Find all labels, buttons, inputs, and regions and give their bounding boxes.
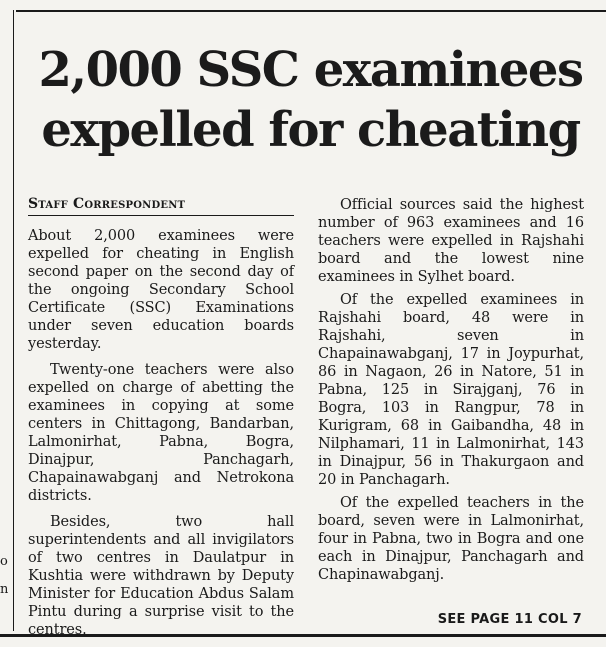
edge-text-fragment: o	[0, 554, 8, 569]
paragraph: Of the expelled examinees in Rajshahi board, 48 were in Rajshahi, seven in Chapainawabganj, 17 in Joypurhat, 86 in Nagaon, 26 in Natore, 51 in Pabna, 125 in Sirajganj, 76 in Bogra, 103 in Rangpur, 78 in Kurigram, 68 in Gaibandha, 48 in Nilphamari, 11 in Lalmonirhat, 143 in Dinajpur, 56 in Thakurgaon and 20 in Panchagarh.	[318, 292, 584, 488]
headline	[18, 40, 603, 160]
paragraph: Twenty-one teachers were also expelled on charge of abetting the examinees in copying at some centers in Chittagong, Bandarban, Lalmonirhat, Pabna, Bogra, Dinajpur, Panchagarh, Chapainawabganj and Netrokona districts.	[28, 362, 294, 504]
byline: Staff Correspondent	[28, 196, 294, 216]
continuation-link[interactable]: SEE PAGE 11 COL 7	[437, 612, 582, 627]
top-rule	[16, 10, 606, 12]
article-column-left	[28, 196, 294, 647]
paragraph: About 2,000 examinees were expelled for cheating in English second paper on the second day of the ongoing Secondary School Certificate (SSC) Examinations under seven education boards yesterday.	[28, 228, 294, 352]
headline-line-1: 2,000 SSC examinees	[38, 42, 583, 98]
paragraph: Official sources said the highest number of 963 examinees and 16 teachers were expelled in Rajshahi board and the lowest nine examinees in Sylhet board.	[318, 197, 584, 285]
edge-text-fragment: n	[0, 582, 9, 597]
column-rule-left	[13, 10, 14, 631]
headline-line-2: expelled for cheating	[41, 102, 580, 158]
bottom-rule	[0, 634, 606, 637]
paragraph: Besides, two hall superintendents and all invigilators of two centres in Daulatpur in Kushtia were withdrawn by Deputy Minister for Education Abdus Salam Pintu during a surprise visit to the centres.	[28, 514, 294, 638]
article-column-right	[318, 196, 584, 589]
paragraph: Of the expelled teachers in the board, seven were in Lalmonirhat, four in Pabna, two in Bogra and one each in Dinajpur, Panchagarh and Chapinawabganj.	[318, 495, 584, 583]
